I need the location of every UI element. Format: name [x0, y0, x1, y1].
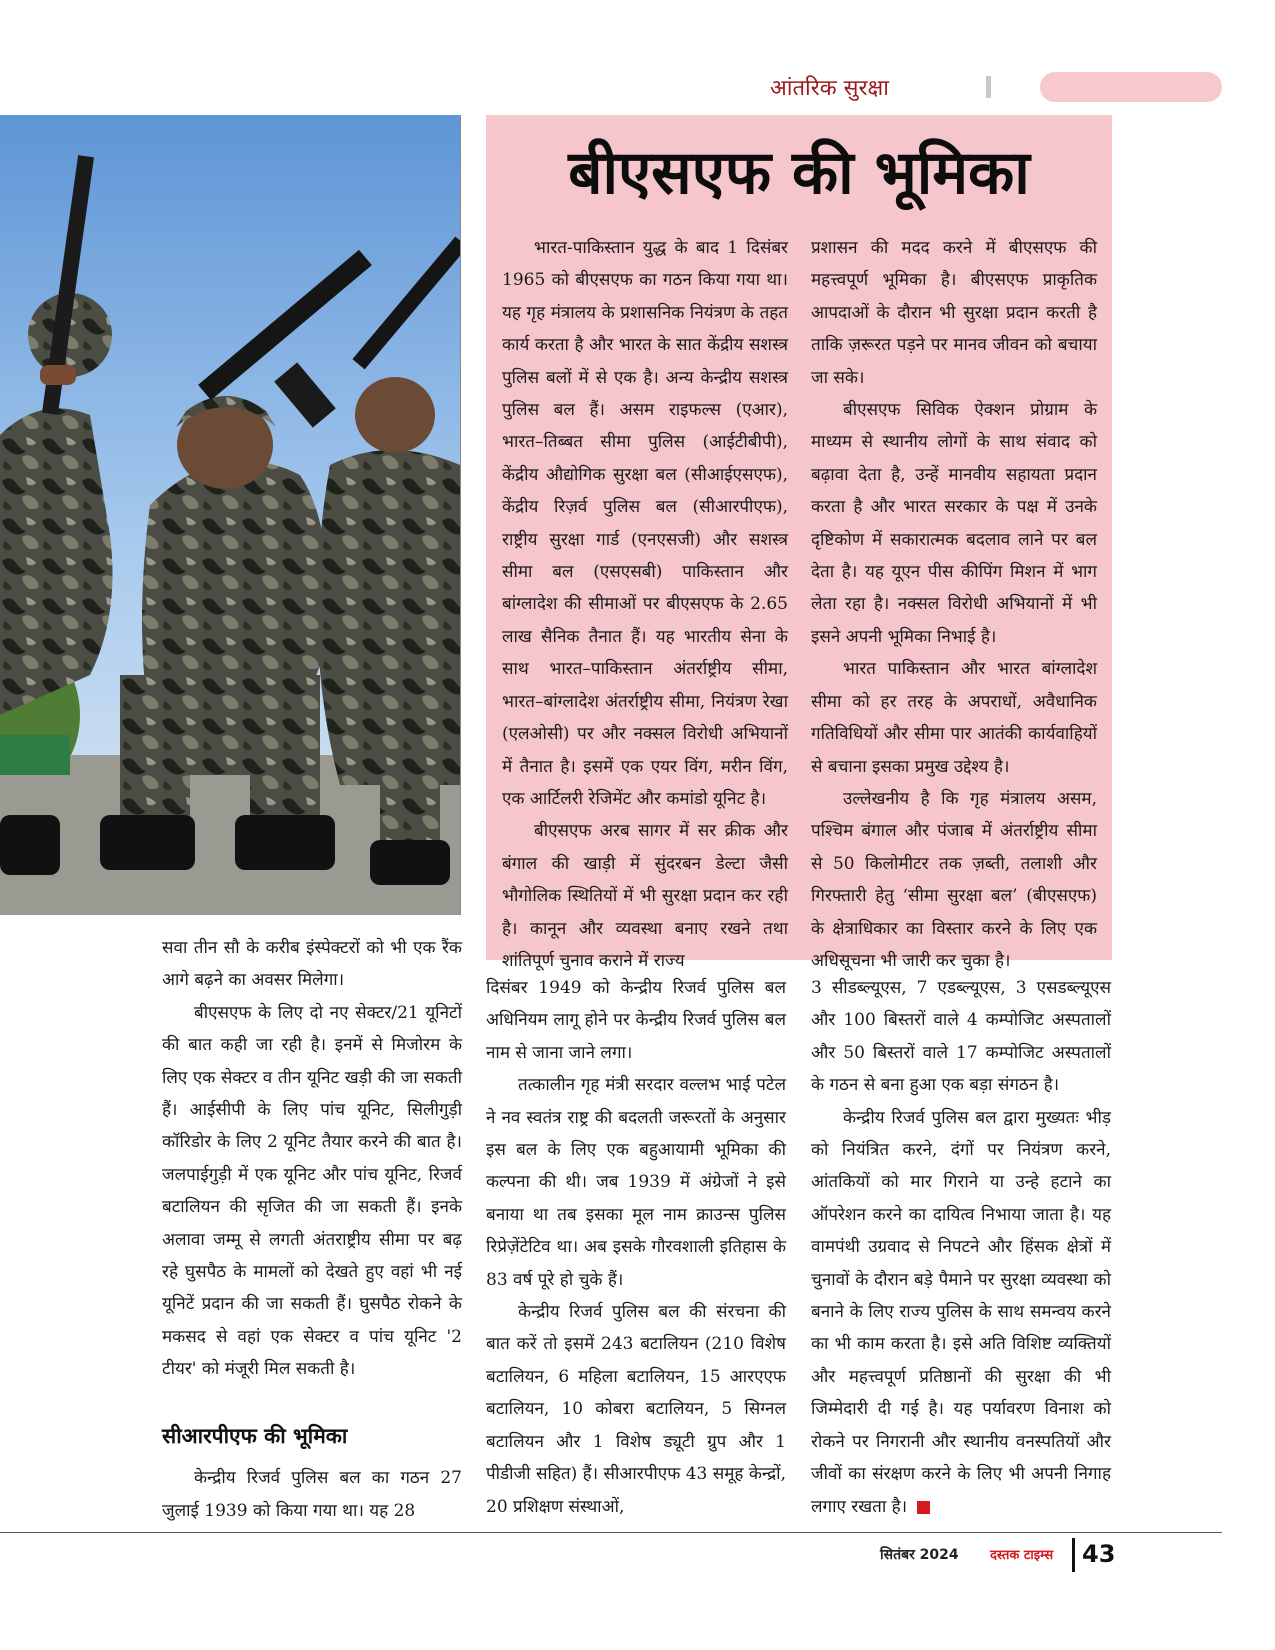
paragraph: केन्द्रीय रिजर्व पुलिस बल का गठन 27 जुलाई 1939 को किया गया था। यह 28: [162, 1468, 462, 1521]
footer-divider: [1072, 1538, 1075, 1572]
headline: बीएसएफ की भूमिका: [568, 138, 1030, 208]
article-column-middle: [486, 972, 786, 1517]
article-column-right: [811, 972, 1111, 1517]
paragraph: केन्द्रीय रिजर्व पुलिस बल की संरचना की बात करें तो इसमें 243 बटालियन (210 विशेष बटालियन, 6 महिला बटालियन, 15 आरएएफ बटालियन, 10 कोबरा बटालियन, 5 सिग्नल बटालियन और 1 विशेष ड्यूटी ग्रुप और 1 पीडीजी सहित) हैं। सीआरपीएफ 43 समूह केन्द्रों, 20 प्रशिक्षण संस्थाओं,: [486, 1302, 786, 1517]
soldiers-photo: [0, 115, 461, 915]
paragraph: बीएसएफ के लिए दो नए सेक्टर/21 यूनिटों की बात कही जा रही है। इनमें से मिजोरम के लिए एक सेक्टर व तीन यूनिट खड़ी की जा सकती हैं। आईसीपी के लिए पांच यूनिट, सिलीगुड़ी कॉरिडोर के लिए 2 यूनिट तैयार करने की बात है। जलपाईगुड़ी में एक यूनिट और पांच यूनिट, रिजर्व बटालियन की सृजित की जा सकती हैं। इनके अलावा जम्मू से लगती अंतराष्ट्रीय सीमा पर बढ़ रहे घुसपैठ के मामलों को देखते हुए वहां भी नई यूनिटें प्रदान की जा सकती हैं। घुसपैठ रोकने के मकसद से वहां एक सेक्टर व पांच यूनिट '2 टीयर' को मंजूरी मिल सकती है।: [162, 1002, 462, 1380]
paragraph-text: केन्द्रीय रिजर्व पुलिस बल द्वारा मुख्यतः भीड़ को नियंत्रित करने, दंगों पर नियंत्रण करने, आंतकियों को मार गिराने या उन्हे हटाने का ऑपरेशन करने का दायित्व निभाया जाता है। यह वामपंथी उग्रवाद से निपटने और हिंसक क्षेत्रों में चुनावों के दौरान बड़े पैमाने पर सुरक्षा व्यवस्था को बनाने के लिए राज्य पुलिस के साथ समन्वय करने का भी काम करता है। इसे अति विशिष्ट व्यक्तियों और महत्त्वपूर्ण प्रतिष्ठानों की सुरक्षा की भी जिम्मेदारी दी गई है। यह पर्यावरण विनाश को रोकने पर निगरानी और स्थानीय वनस्पतियों और जीवों का संरक्षण करने के लिए भी अपनी निगाह लगाए रखता है।: [811, 1107, 1111, 1517]
feature-box-column-1: [502, 232, 788, 971]
header-divider: [986, 76, 991, 98]
soldiers-illustration: [0, 115, 460, 915]
page-number: 43: [1082, 1540, 1116, 1568]
paragraph: तत्कालीन गृह मंत्री सरदार वल्लभ भाई पटेल ने नव स्वतंत्र राष्ट्र की बदलती जरूरतों के अनुसार इस बल के लिए एक बहुआयामी भूमिका की कल्पना की थी। जब 1939 में अंग्रेजों ने इसे बनाया था तब इसका मूल नाम क्राउन्स पुलिस रिप्रेज़ेंटेटिव था। अब इसके गौरवशाली इतिहास के 83 वर्ष पूरे हो चुके हैं।: [486, 1075, 786, 1290]
header-pill-decoration: [1040, 72, 1222, 102]
paragraph: दिसंबर 1949 को केन्द्रीय रिजर्व पुलिस बल अधिनियम लागू होने पर केन्द्रीय रिजर्व पुलिस बल नाम से जाना जाने लगा।: [486, 978, 786, 1063]
paragraph: बीएसएफ अरब सागर में सर क्रीक और बंगाल की खाड़ी में सुंदरबन डेल्टा जैसी भौगोलिक स्थितियों में भी सुरक्षा प्रदान कर रही है। कानून और व्यवस्था बनाए रखने तथा शांतिपूर्ण चुनाव कराने में राज्य: [502, 821, 788, 971]
footer-rule: [0, 1532, 1222, 1533]
paragraph: प्रशासन की मदद करने में बीएसएफ की महत्त्वपूर्ण भूमिका है। बीएसएफ प्राकृतिक आपदाओं के दौरान भी सुरक्षा प्रदान करती है ताकि ज़रूरत पड़ने पर मानव जीवन को बचाया जा सके।: [811, 238, 1097, 388]
magazine-logo: दस्तक टाइम्स: [990, 1548, 1054, 1563]
subheading: सीआरपीएफ की भूमिका: [162, 1423, 348, 1448]
footer-date: सितंबर 2024: [880, 1547, 959, 1563]
paragraph: भारत पाकिस्तान और भारत बांग्लादेश सीमा को हर तरह के अपराधों, अवैधानिक गतिविधियों और सीमा पार आतंकी कार्यवाहियों से बचाना इसका प्रमुख उद्देश्य है।: [811, 659, 1097, 777]
paragraph: उल्लेखनीय है कि गृह मंत्रालय असम, पश्चिम बंगाल और पंजाब में अंतर्राष्ट्रीय सीमा से 50 किलोमीटर तक ज़ब्ती, तलाशी और गिरफ्तारी हेतु ‘सीमा सुरक्षा बल’ (बीएसएफ) के क्षेत्राधिकार का विस्तार करने के लिए एक अधिसूचना भी जारी कर चुका है।: [811, 788, 1097, 971]
paragraph: 3 सीडब्ल्यूएस, 7 एडब्ल्यूएस, 3 एसडब्ल्यूएस और 100 बिस्तरों वाले 4 कम्पोजिट अस्पतालों और 50 बिस्तरों वाले 17 कम्पोजिट अस्पतालों के गठन से बना हुआ एक बड़ा संगठन है।: [811, 978, 1111, 1096]
section-label: आंतरिक सुरक्षा: [770, 76, 889, 101]
feature-box-column-2: [811, 232, 1097, 971]
paragraph: बीएसएफ सिविक ऐक्शन प्रोग्राम के माध्यम से स्थानीय लोगों के साथ संवाद को बढ़ावा देता है, उन्हें मानवीय सहायता प्रदान करता है और भारत सरकार के पक्ष में उनके दृष्टिकोण में सकारात्मक बदलाव लाने पर बल देता है। यह यूएन पीस कीपिंग मिशन में भाग लेता रहा है। नक्सल विरोधी अभियानों में भी इसने अपनी भूमिका निभाई है।: [811, 400, 1097, 647]
end-mark-icon: [917, 1501, 930, 1514]
article-column-left: [162, 932, 462, 1521]
paragraph: भारत-पाकिस्तान युद्ध के बाद 1 दिसंबर 1965 को बीएसएफ का गठन किया गया था। यह गृह मंत्रालय के प्रशासनिक नियंत्रण के तहत कार्य करता है और भारत के सात केंद्रीय सशस्त्र पुलिस बलों में से एक है। अन्य केन्द्रीय सशस्त्र पुलिस बल हैं। असम राइफल्स (एआर), भारत–तिब्बत सीमा पुलिस (आईटीबीपी), केंद्रीय औद्योगिक सुरक्षा बल (सीआईएसएफ), केंद्रीय रिज़र्व पुलिस बल (सीआरपीएफ), राष्ट्रीय सुरक्षा गार्ड (एनएसजी) और सशस्त्र सीमा बल (एसएसबी) पाकिस्तान और बांग्लादेश की सीमाओं पर बीएसएफ के 2.65 लाख सैनिक तैनात हैं। यह भारतीय सेना के साथ भारत–पाकिस्तान अंतर्राष्ट्रीय सीमा, भारत–बांग्लादेश अंतर्राष्ट्रीय सीमा, नियंत्रण रेखा (एलओसी) पर और नक्सल विरोधी अभियानों में तैनात है। इसमें एक एयर विंग, मरीन विंग, एक आर्टिलरी रेजिमेंट और कमांडो यूनिट है।: [502, 238, 788, 809]
paragraph: [811, 1102, 1111, 1523]
paragraph: सवा तीन सौ के करीब इंस्पेक्टरों को भी एक रैंक आगे बढ़ने का अवसर मिलेगा।: [162, 938, 462, 991]
